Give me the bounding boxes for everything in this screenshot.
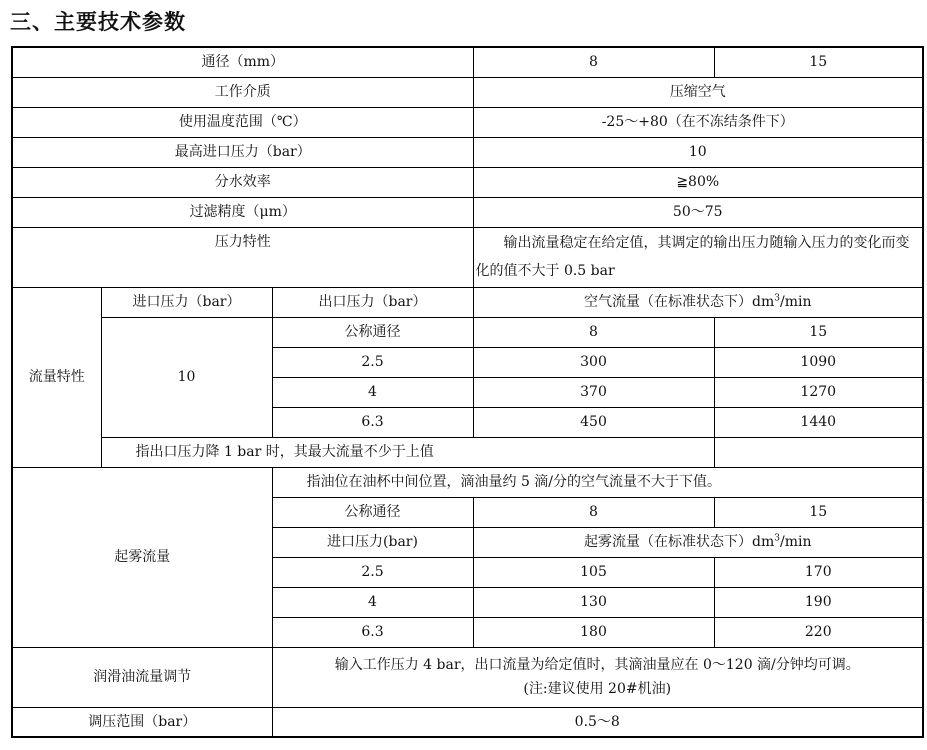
lube-line-2: (注:建议使用 20#机油) xyxy=(523,681,672,697)
pressure-char-value xyxy=(473,227,923,287)
air-flow-unit-sup: 3 xyxy=(774,293,780,304)
mist-note-row xyxy=(12,467,923,497)
pressure-char-text: 输出流量稳定在给定值，其调定的输出压力随输入压力的变化而变化的值不大于 0.5 bar xyxy=(475,235,910,279)
mist-pressure: 6.3 xyxy=(272,617,473,647)
lube-line-1: 输入工作压力 4 bar，出口流量为给定值时，其滴油量应在 0～120 滴/分钟均可调。 xyxy=(334,657,860,673)
regulation-value: 0.5～8 xyxy=(272,707,923,737)
water-efficiency-value: ≧80% xyxy=(473,167,923,197)
mist-value-15: 220 xyxy=(714,617,923,647)
flow-inlet-header: 进口压力（bar） xyxy=(101,287,272,317)
pressure-char-label: 压力特性 xyxy=(12,227,473,287)
regulation-label: 调压范围（bar） xyxy=(12,707,272,737)
medium-label: 工作介质 xyxy=(12,77,473,107)
flow-nominal-row xyxy=(12,317,923,347)
flow-nominal-15: 15 xyxy=(714,317,923,347)
mist-pressure: 2.5 xyxy=(272,557,473,587)
mist-flow-header-text: 起雾流量（在标准状态下）dm xyxy=(584,534,775,550)
flow-pressure: 4 xyxy=(272,377,473,407)
mist-value-8: 130 xyxy=(473,587,714,617)
flow-pressure: 6.3 xyxy=(272,407,473,437)
flow-nominal-label: 公称通径 xyxy=(272,317,473,347)
flow-inlet-value: 10 xyxy=(101,317,272,437)
diameter-8: 8 xyxy=(473,47,714,77)
row-regulation xyxy=(12,707,923,737)
temperature-label: 使用温度范围（℃） xyxy=(12,107,473,137)
flow-nominal-8: 8 xyxy=(473,317,714,347)
filter-precision-label: 过滤精度（μm） xyxy=(12,197,473,227)
mist-nominal-8: 8 xyxy=(473,497,714,527)
temperature-value: -25～+80（在不冻结条件下） xyxy=(473,107,923,137)
diameter-15: 15 xyxy=(714,47,923,77)
mist-value-15: 170 xyxy=(714,557,923,587)
mist-value-8: 180 xyxy=(473,617,714,647)
mist-nominal-label: 公称通径 xyxy=(272,497,473,527)
page-heading: 三、主要技术参数 xyxy=(10,10,186,34)
max-pressure-label: 最高进口压力（bar） xyxy=(12,137,473,167)
mist-flow-unit-sup: 3 xyxy=(774,533,780,544)
diameter-label: 通径（mm） xyxy=(12,47,473,77)
mist-value-15: 190 xyxy=(714,587,923,617)
flow-value-15: 1440 xyxy=(714,407,923,437)
medium-value: 压缩空气 xyxy=(473,77,923,107)
mist-inlet-header: 进口压力(bar) xyxy=(272,527,473,557)
air-flow-header-text: 空气流量（在标准状态下）dm xyxy=(584,294,775,310)
flow-note-row xyxy=(12,437,923,467)
flow-value-8: 370 xyxy=(473,377,714,407)
filter-precision-value: 50～75 xyxy=(473,197,923,227)
flow-note: 指出口压力降 1 bar 时，其最大流量不少于上值 xyxy=(101,437,714,467)
flow-pressure: 2.5 xyxy=(272,347,473,377)
water-efficiency-label: 分水效率 xyxy=(12,167,473,197)
row-filter-precision xyxy=(12,197,923,227)
mist-flow-header xyxy=(473,527,923,557)
row-pressure-characteristic xyxy=(12,227,923,287)
row-medium xyxy=(12,77,923,107)
row-max-pressure xyxy=(12,137,923,167)
row-temperature xyxy=(12,107,923,137)
mist-value-8: 105 xyxy=(473,557,714,587)
flow-value-8: 450 xyxy=(473,407,714,437)
mist-pressure: 4 xyxy=(272,587,473,617)
flow-value-8: 300 xyxy=(473,347,714,377)
lube-label: 润滑油流量调节 xyxy=(12,647,272,707)
row-water-efficiency xyxy=(12,167,923,197)
flow-header-row xyxy=(12,287,923,317)
spec-table xyxy=(11,46,924,738)
mist-flow-unit-tail: /min xyxy=(779,534,812,550)
mist-nominal-15: 15 xyxy=(714,497,923,527)
flow-label: 流量特性 xyxy=(12,287,101,467)
mist-label: 起雾流量 xyxy=(12,467,272,647)
row-diameter xyxy=(12,47,923,77)
max-pressure-value: 10 xyxy=(473,137,923,167)
flow-value-15: 1090 xyxy=(714,347,923,377)
flow-outlet-header: 出口压力（bar） xyxy=(272,287,473,317)
flow-value-15: 1270 xyxy=(714,377,923,407)
air-flow-unit-tail: /min xyxy=(779,294,812,310)
air-flow-header xyxy=(473,287,923,317)
lube-value xyxy=(272,647,923,707)
row-lube xyxy=(12,647,923,707)
mist-note: 指油位在油杯中间位置，滴油量约 5 滴/分的空气流量不大于下值。 xyxy=(272,467,923,497)
